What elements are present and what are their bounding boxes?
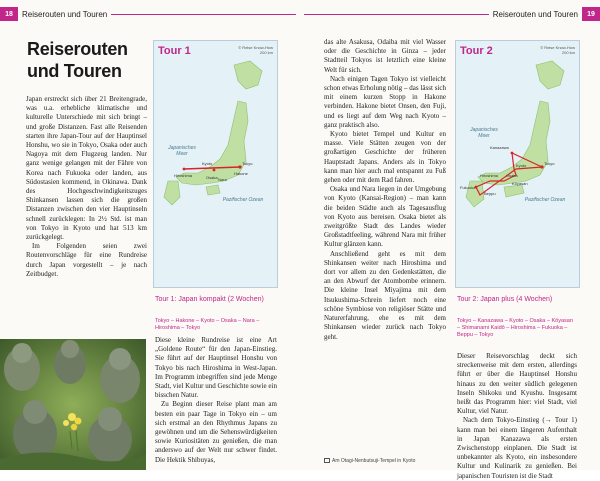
col1-paragraph: Nach einigen Tagen Tokyo ist vielleicht schon etwas Erholung nötig – das lässt sich mit einem kurzen Stopp in Hakone verbinden. Hakone bietet Onsen, den Fuji, und es liegt auf dem Weg nach Kyoto – ganz praktisch also. [324,74,446,129]
map-copyright [238,45,273,55]
tour2-text [457,352,577,481]
city-label: Hiroshima [480,173,499,178]
col1-text [324,38,446,342]
city-label: Kanazawa [490,145,509,150]
city-label: Hiroshima [174,173,193,178]
city-label: Fukuoka [460,185,476,190]
copyright-text: © Reise Know-How [540,45,575,50]
col1-paragraph: Anschließend geht es mit dem Shinkansen weiter nach Hiroshima und dort vor allem zu den Gedenkstätten, die an den Abwurf der Atombombe erinnern. Die kleine Insel Miyajima mit dem Itsukushima-Schrein liefert noch eine schöne Symbiose von religiöser Stätte und Naturerfahrung, ehe es mit dem Shinkansen wieder zurück nach Tokyo geht. [324,249,446,341]
tour1-paragraph: Zu Beginn dieser Reise plant man am besten ein paar Tage in Tokyo ein – um sich erstmal an den Rhythmus Japans zu gewöhnen und um die Sehenswürdigkeiten sowie Kuriositäten zu genießen, die man anderswo auf der Welt nur schwer findet. Die Hektik Shibuyas, [155,400,277,464]
right-page [300,0,600,480]
sea-label: Japanisches Meer [470,127,498,139]
temple-photo [0,339,146,470]
header-rule [111,14,296,15]
tour1-map [153,40,278,288]
tour1-text [155,336,277,465]
japan-map-svg [154,41,279,289]
tour1-caption: Tour 1: Japan kompakt (2 Wochen) [155,296,264,303]
chapter-title-line2: und Touren [27,61,122,81]
tour1-route: Tokyo – Hakone – Kyoto – Osaka – Nara – Hiroshima – Tokyo [155,318,260,331]
right-header [300,7,600,21]
page-number: 19 [582,7,600,21]
city-label: Osaka [506,173,518,178]
tour2-paragraph: Nach dem Tokyo-Einstieg (→ Tour 1) kann man bei einem längeren Aufenthalt in Japan Kanazawa als ersten Zwischenstopp einplanen. Die Stadt ist unbekannter als Kyoto, ein insbesondere Kultur und Kulinarik zu genießen. Bei japanischen Touristen ist die Stadt [457,416,577,480]
photo-caption-text: Am Otagi-Nenbutsuji-Tempel in Kyoto [332,458,416,464]
tour2-paragraph: Dieser Reisevorschlag deckt sich streckenweise mit dem ersten, allerdings führt er über die Hauptinsel Honshu hinaus zu den weiter südlich gelegenen Inseln Shikoku und Kyushu. Insgesamt heißt das Programm hier: viel Stadt, viel Kultur, viel Natur. [457,352,577,416]
tour2-map [455,40,580,288]
page-number: 18 [0,7,18,21]
header-rule [304,14,489,15]
copyright-text: © Reise Know-How [238,45,273,50]
running-header: Reiserouten und Touren [492,9,578,19]
tour1-paragraph: Diese kleine Rundreise ist eine Art „Goldene Route“ für den Japan-Einstieg. Sie führt auf der Hauptinsel Honshu von Tokyo bis nach Hiroshima in West-Japan. Im Programm inbegriffen sind jede Menge Stadt, viel Kultur und Geschichte sowie ein bisschen Natur. [155,336,277,400]
running-header: Reiserouten und Touren [22,9,108,19]
ocean-label: Pazifischer Ozean [222,197,264,203]
city-label: Tokyo [544,161,555,166]
col1-paragraph: Osaka und Nara liegen in der Umgebung von Kyoto (Kansai-Region) – man kann die beiden Städte auch als Tagesausflug von Kyoto aus bereisen. Osaka bietet als zweitgrößte Stadt des Landes wieder Großstadtfeeling, während Nara mit früher Kultur glänzen kann. [324,185,446,249]
city-label: Kōyasan [512,181,528,186]
photo-caption [324,458,415,464]
city-label: Hakone [234,171,248,176]
intro-text [26,95,147,279]
city-label: Beppu [484,191,496,196]
col1-paragraph: das alte Asakusa, Odaiba mit viel Wasser oder die Geschichte in Ginza – jeder Stadtteil Tokyos ist letztlich eine kleine Welt für sich. [324,38,446,74]
city-label: Osaka [206,175,218,180]
map-copyright [540,45,575,55]
col1-paragraph: Kyoto bietet Tempel und Kultur en masse. Viele Stätten zeugen von der großartigen Geschichte der früheren Hauptstadt Japans. Anders als in Tokyo kann man hier auch mal entspannt zu Fuß gehen oder mit dem Rad fahren. [324,130,446,185]
city-dot [511,152,514,155]
left-header [0,7,300,21]
map-title: Tour 1 [158,45,191,57]
chapter-title [27,38,128,82]
intro-paragraph: Japan erstreckt sich über 21 Breitengrade, was u.a. erhebliche klimatische und kulturelle Unterschiede mit sich bringt – und große Distanzen. Fast alle Reisenden starten ihre Japan-Tour auf der Hauptinsel Honshu, wo sie in Tokyo, Osaka oder auch Nagoya mit dem Flugzeug landen. Nur ganz wenige gelangen mit der Fähre von Korea nach Fukuoka oder landen, aus Südostasien kommend, in Okinawa. Dank des Hochgeschwindigkeitszuges Shinkansen lassen sich die großen Distanzen zwischen den vier Hauptinseln schnell zurücklegen: In 2½ Std. ist man von Tokyo in Kyoto und hat 513 km zurückgelegt. [26,95,147,242]
scale-text: 200 km [259,50,273,55]
left-page [0,0,300,470]
city-dot [213,169,216,172]
chapter-title-line1: Reiserouten [27,39,128,59]
tour2-route: Tokyo – Kanazawa – Kyoto – Osaka – Kōyasan – Shimanami Kaidō – Hiroshima – Fukuoka – Beppu – Tokyo [457,318,573,338]
tour2-caption: Tour 2: Japan plus (4 Wochen) [457,296,553,303]
intro-paragraph: Im Folgenden seien zwei Routenvorschläge für eine Rundreise durch Japan vorgestellt – je nach Zeitbudget. [26,242,147,278]
scale-text: 200 km [561,50,575,55]
city-label: Kyoto [516,163,527,168]
map-title: Tour 2 [460,45,493,57]
city-label: Kyoto [202,161,213,166]
camera-icon [324,458,330,463]
sea-label: Japanisches Meer [168,145,196,157]
city-label: Nara [218,177,227,182]
ocean-label: Pazifischer Ozean [524,197,566,203]
city-dot [183,168,186,171]
city-label: Tokyo [242,161,253,166]
